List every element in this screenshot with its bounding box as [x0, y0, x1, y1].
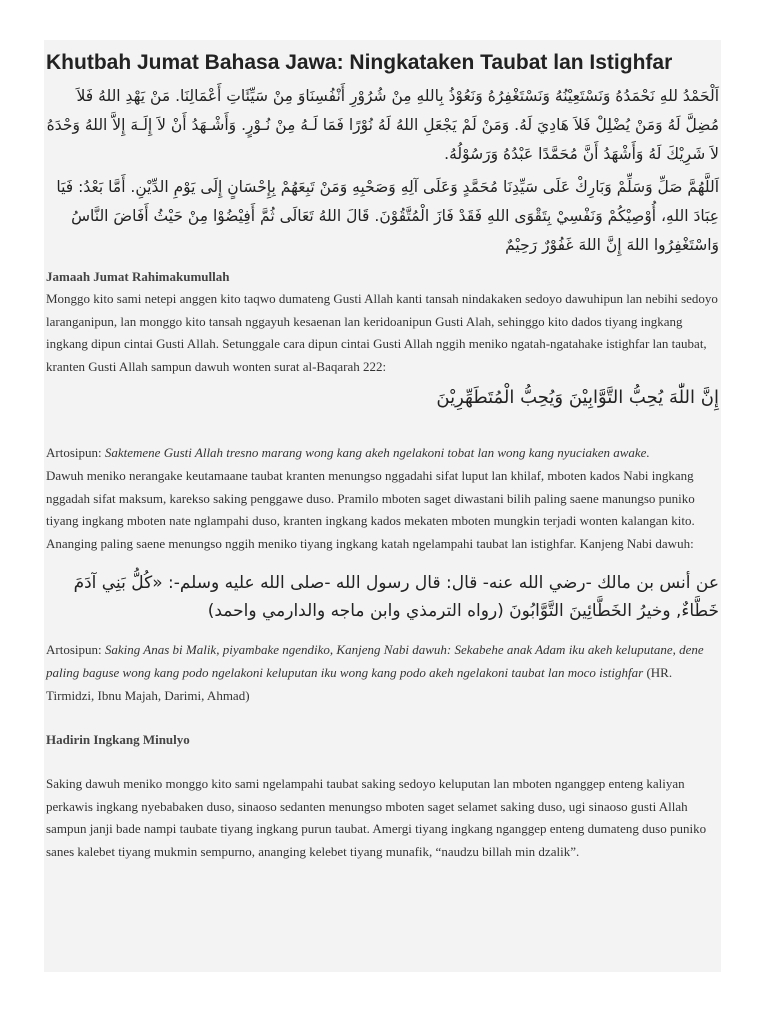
arabic-opening-prayer: اَلْحَمْدُ للهِ نَحْمَدُهُ وَنَسْتَعِيْنُهُ وَنَسْتَغْفِرُهُ وَنَعُوْذُ بِاللهِ مِنْ شُرُوْرِ أَنْفُسِنَاوَ مِنْ سَيِّئَاتِ أَعْمَالِنَا. مَنْ يَهْدِ اللهُ فَلاَ مُضِلَّ لَهُ وَمَنْ يُضْلِلْ فَلاَ هَادِيَ لَهُ. وَمَنْ لَمْ يَجْعَلِ اللهُ لَهُ نُوْرًا فَمَا لَـهُ مِنْ نُـوْرٍ. وَأَشْـهَدُ أَنْ لاَ إِلَـهَ إِلاَّ اللهُ وَحْدَهُ لاَ شَرِيْكَ لَهُ وَأَشْهَدُ أَنَّ مُحَمَّدًا عَبْدُهُ وَرَسُوْلُهُ.	[46, 87, 719, 163]
paragraph-explanation: Dawuh meniko nerangake keutamaane taubat kranten menungso nggadahi sifat luput lan khilaf, mboten kados Nabi ingkang nggadah sifat maksum, karekso saking penggawe duso. Pramilo mboten saget diwastani bilih paling saene manungso puniko tiyang ingkang mboten nate nglampahi duso, kranten ingkang kados mekaten mboten mungkin terjadi wonten kalangan kito. Ananging paling saene menungso nggih meniko tiyang ingkang katah ngelampahi taubat lan istighfar. Kanjeng Nabi dawuh:	[46, 467, 695, 551]
section-heading-jamaah: Jamaah Jumat Rahimakumullah	[46, 269, 230, 284]
spacer	[46, 625, 719, 639]
article-title: Khutbah Jumat Bahasa Jawa: Ningkataken Taubat lan Istighfar	[46, 51, 673, 74]
translation-verse	[46, 442, 719, 465]
arabic-salawat: اَللَّهُمَّ صَلِّ وَسَلِّمْ وَبَارِكْ عَلَى سَيِّدِنَا مُحَمَّدٍ وَعَلَى آلِهِ وَصَحْبِهِ وَمَنْ تَبِعَهُمْ بِإِحْسَانٍ إِلَى يَوْمِ الدِّيْنِ. أَمَّا بَعْدُ: فَيَا عِبَادَ اللهِ، أُوْصِيْكُمْ وَنَفْسِيْ بِتَقْوَى اللهِ فَقَدْ فَازَ الْمُتَّقُوْنَ. قَالَ اللهُ تَعَالَى ثُمَّ أَفِيْضُوْا مِنْ حَيْثُ أَفَاضَ النَّاسُ وَاسْتَغْفِرُوا اللهَ إِنَّ اللهَ غَفُوْرٌ رَحِيْمٌ	[56, 178, 719, 254]
spacer	[46, 707, 719, 729]
paragraph-intro: Monggo kito sami netepi anggen kito taqwo dumateng Gusti Allah kanti tansah nindakaken sedoyo dawuhipun lan nebihi sedoyo laranganipun, lan monggo kito tansah nggayuh kesaenan lan keridoanipun Gusti Alah, sehinggo kito dados tiyang ingkang ingkang dipun cintai Gusti Allah. Setunggale cara dipun cintai Gusti Allah nggih meniko ngatah-ngatahake istighfar lan taubat, kranten Gusti Allah sampun dawuh wonten surat al-Baqarah 222:	[46, 291, 718, 374]
hadith-source: (HR. Tirmidzi, Ibnu Majah, Darimi, Ahmad)	[46, 664, 673, 703]
translation-text: Saking Anas bi Malik, piyambake ngendiko, Kanjeng Nabi dawuh: Sekabehe anak Adam iku akeh keluputane, dene paling baguse wong kang podo ngelakoni keluputan iku wong kang podo akeh ngelakoni taubat lan moco istighfar	[46, 642, 704, 680]
translation-label: Artosipun:	[46, 445, 105, 461]
arabic-quran-verse: إِنَّ اللّٰهَ يُحِبُّ التَّوَّابِيْنَ وَيُحِبُّ الْمُتَطَهِّرِيْنَ	[436, 387, 719, 409]
translation-hadith	[46, 639, 719, 707]
paragraph-closing: Saking dawuh meniko monggo kito sami ngelampahi taubat saking sedoyo keluputan lan mboten nganggep enteng kaliyan perkawis ingkang nyebabaken duso, sinaoso sedanten menungso mboten saget selamet saking duso, ugi sinaoso gusti Allah sampun janji bade nampi taubate tiyang ingkang purun taubat. Amergi tiyang ingkang nganggep enteng dumateng duso puniko sanes kalebet tiyang mukmin sempurno, ananging kelebet tiyang munafik, “naudzu billah min dzalik”.	[46, 776, 707, 859]
article-page	[44, 40, 721, 972]
section-heading-hadirin: Hadirin Ingkang Minulyo	[46, 732, 190, 748]
translation-text: Saktemene Gusti Allah tresno marang wong kang akeh ngelakoni tobat lan wong kang nyuciaken awake.	[104, 445, 650, 461]
translation-label: Artosipun:	[46, 642, 105, 658]
arabic-hadith: عن أنس بن مالك -رضي الله عنه- قال: قال رسول الله -صلى الله عليه وسلم-: «كُلُّ بَنِي آدَمَ خَطَّاءٌ, وخيرُ الخَطَّائِينَ التَّوَّابُونَ (رواه الترمذي وابن ماجه والدارمي واحمد)	[73, 573, 719, 622]
spacer	[46, 751, 719, 773]
